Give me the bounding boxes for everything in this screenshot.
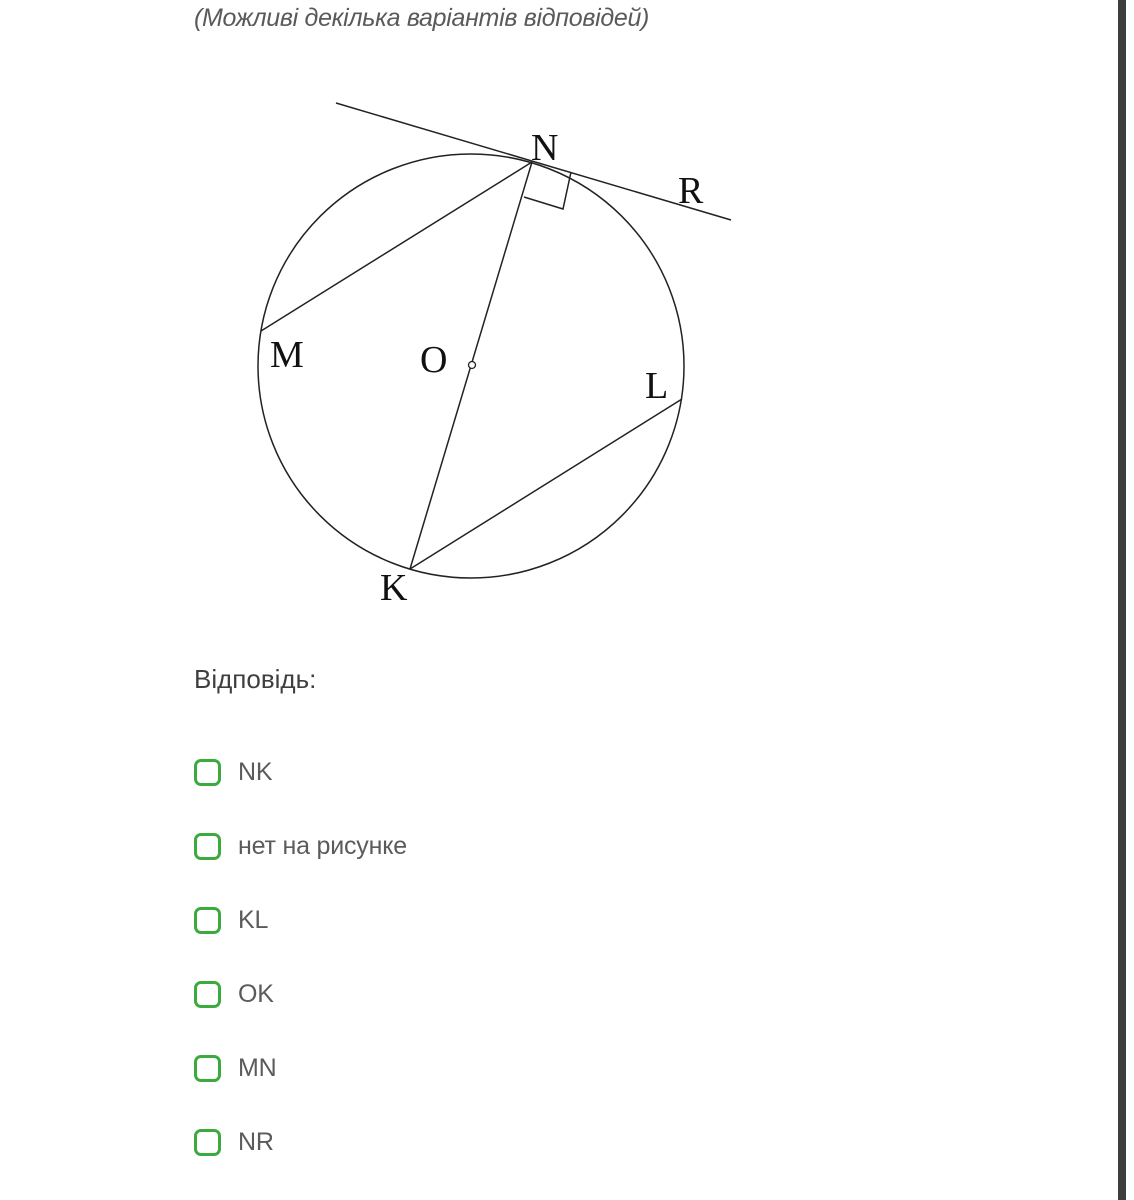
label-m: M [270,334,304,376]
option-label: MN [238,1053,277,1082]
checkbox[interactable] [194,833,221,860]
answer-options [194,752,407,1196]
label-o: O [420,339,448,381]
chord-mn [261,162,532,331]
option-kl[interactable] [194,900,407,940]
checkbox[interactable] [194,907,221,934]
option-label: OK [238,979,274,1008]
option-label: нет на рисунке [238,831,407,860]
checkbox[interactable] [194,759,221,786]
center-point [469,362,476,369]
option-nk[interactable] [194,752,407,792]
option-label: NR [238,1127,274,1156]
option-label: NK [238,757,273,786]
checkbox[interactable] [194,1129,221,1156]
label-n: N [531,127,559,169]
option-not-on-figure[interactable] [194,826,407,866]
label-r: R [678,170,704,212]
option-mn[interactable] [194,1048,407,1088]
option-ok[interactable] [194,974,407,1014]
option-label: KL [238,905,269,934]
checkbox[interactable] [194,1055,221,1082]
multiple-answers-hint: (Можливі декілька варіантів відповідей) [194,4,650,32]
right-angle-marker [524,172,571,209]
checkbox[interactable] [194,981,221,1008]
scrollbar[interactable] [1118,0,1126,1200]
chord-kl [410,399,682,569]
label-l: L [645,365,669,407]
answer-label: Відповідь: [194,664,317,694]
option-nr[interactable] [194,1122,407,1162]
label-k: K [380,567,408,609]
